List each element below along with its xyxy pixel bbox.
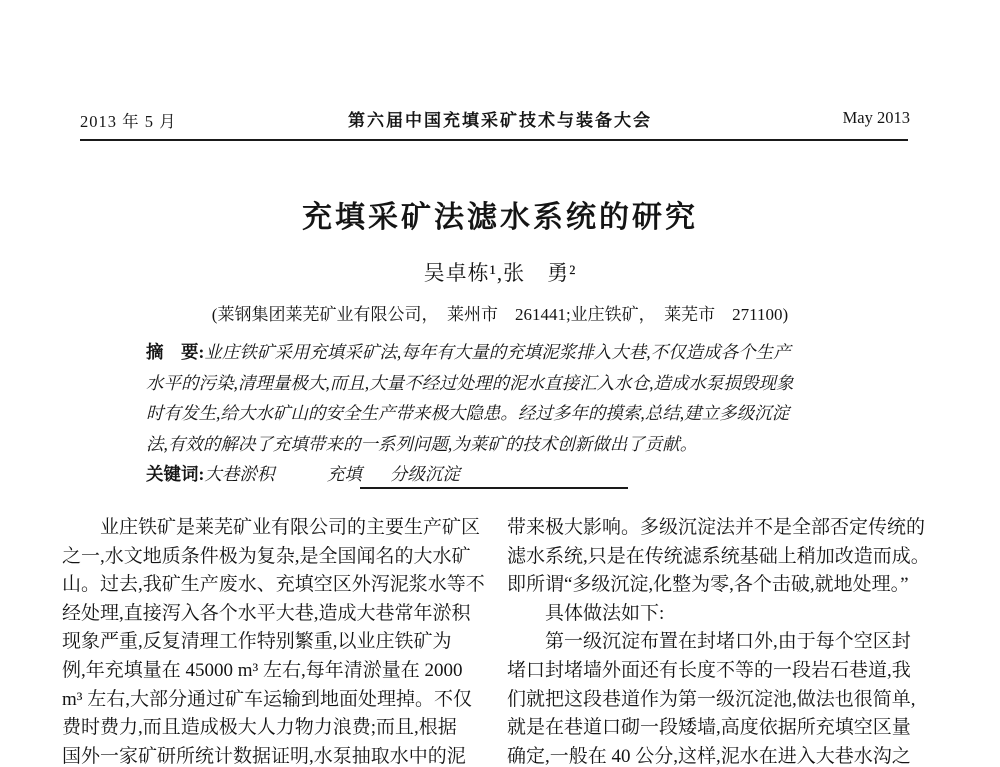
body-text-line: 们就把这段巷道作为第一级沉淀池,做法也很简单, (507, 688, 916, 710)
body-text-line: 经处理,直接泻入各个水平大巷,造成大巷常年淤积 (62, 602, 471, 624)
body-text-line: 现象严重,反复清理工作特别繁重,以业庄铁矿为 (62, 631, 452, 653)
body-text-line: 费时费力,而且造成极大人力物力浪费;而且,根据 (62, 717, 457, 739)
affiliation-line: (莱钢集团莱芜矿业有限公司， 莱州市 261441;业庄铁矿， 莱芜市 271100) (211, 305, 789, 324)
body-text-line: 之一,水文地质条件极为复杂,是全国闻名的大水矿 (62, 545, 471, 567)
body-text-line: m³ 左右,大部分通过矿车运输到地面处理掉。不仅 (62, 688, 472, 710)
abstract-line: 水平的污染,清理量极大,而且,大量不经过处理的泥水直接汇入水仓,造成水泵损毁现象 (146, 372, 794, 393)
body-text-line: 滤水系统,只是在传统滤系统基础上稍加改造而成。 (507, 545, 930, 567)
body-text-line: 第一级沉淀布置在封堵口外,由于每个空区封 (507, 631, 911, 653)
body-text-line: 即所谓“多级沉淀,化整为零,各个击破,就地处理。” (507, 574, 909, 596)
body-text-line: 国外一家矿研所统计数据证明,水泵抽取水中的泥 (62, 745, 466, 767)
abstract-line: 时有发生,给大水矿山的安全生产带来极大隐患。经过多年的摸索,总结,建立多级沉淀 (146, 403, 790, 423)
body-text-line: 堵口封堵墙外面还有长度不等的一段岩石巷道,我 (507, 659, 911, 681)
keyword-term: 大巷淤积 (204, 464, 275, 484)
abstract-label: 摘 要: (146, 342, 205, 362)
abstract-section (146, 337, 860, 490)
keyword-term: 分级沉淀 (389, 464, 460, 484)
body-text-line: 具体做法如下: (507, 602, 665, 624)
keywords-line (146, 459, 860, 490)
body-right-column (507, 514, 939, 767)
issue-date-cn: 2013 年 5 月 (80, 112, 177, 131)
body-text-line: 山。过去,我矿生产废水、充填空区外泻泥浆水等不 (62, 574, 485, 596)
abstract-line: 法,有效的解决了充填带来的一系列问题,为莱矿的技术创新做出了贡献。 (146, 433, 698, 454)
body-text-line: 业庄铁矿是莱芜矿业有限公司的主要生产矿区 (62, 517, 481, 538)
abstract-line (146, 337, 860, 368)
header-rule (80, 139, 908, 141)
paper-title: 充填采矿法滤水系统的研究 (302, 201, 698, 234)
authors-line: 吴卓栋¹,张 勇² (423, 261, 577, 285)
body-text-line: 例,年充填量在 45000 m³ 左右,每年清淤量在 2000 (62, 659, 463, 681)
section-divider (360, 487, 628, 489)
abstract-text: 业庄铁矿采用充填采矿法,每年有大量的充填泥浆排入大巷,不仅造成各个生产 (204, 342, 791, 362)
body-text-line: 就是在巷道口砌一段矮墙,高度依据所充填空区量 (507, 717, 911, 739)
body-text-line: 带来极大影响。多级沉淀法并不是全部否定传统的 (507, 517, 926, 538)
conference-name: 第六届中国充填采矿技术与装备大会 (348, 111, 652, 130)
body-text-line: 确定,一般在 40 公分,这样,泥水在进入大巷水沟之 (507, 745, 911, 767)
keyword-term: 充填 (326, 464, 362, 484)
issue-date-en: May 2013 (842, 108, 910, 127)
keywords-label: 关键词: (146, 464, 205, 484)
body-left-column (62, 514, 494, 767)
